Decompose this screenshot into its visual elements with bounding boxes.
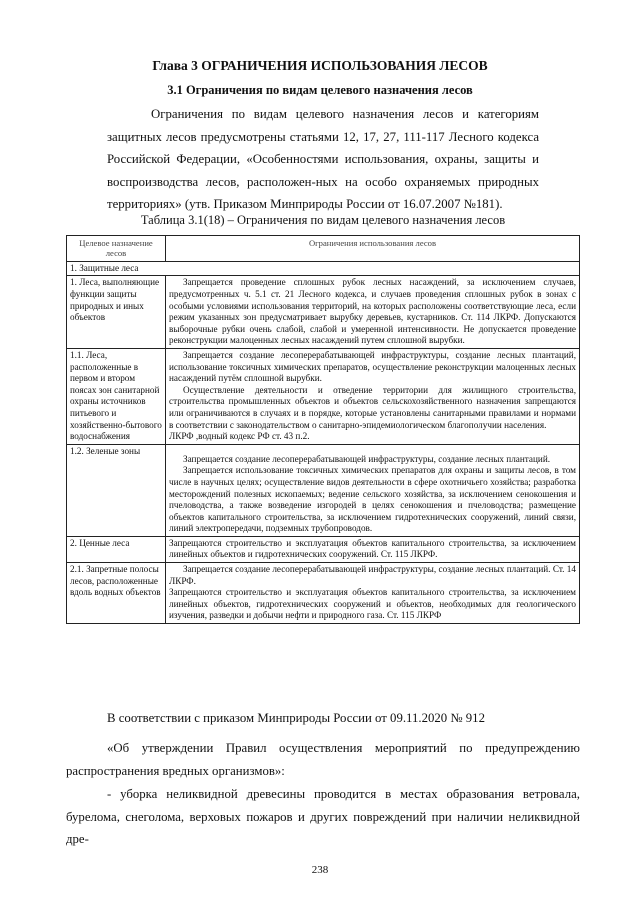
restriction-text: ЛКРФ ,водный кодекс РФ ст. 43 п.2. — [169, 431, 310, 442]
row-purpose: 2.1. Запретные полосы лесов, расположенные вдоль водных объектов — [67, 563, 166, 624]
table-caption: Таблица 3.1(18) – Ограничения по видам целевого назначения лесов — [140, 213, 506, 227]
table-group-row — [67, 261, 580, 276]
header-restrictions: Ограничения использования лесов — [166, 236, 580, 262]
row-purpose: 1. Леса, выполняющие функции защиты природных и иных объектов — [67, 276, 166, 349]
restriction-text: Запрещается проведение сплошных рубок лесных насаждений, за исключением случаев, предусмотренных ч. 5.1 ст. 21 Лесного кодекса, и случаев проведения сплошных рубок в зонах с особыми условиями использования территорий, на которых расположены соответствующие леса, если режим указанных зон предусматривает вырубку деревьев, кустарников. Ст. 114 ЛКРФ. Допускаются выборочные рубки очень слабой, слабой и умеренной интенсивности. Не допускается проведение реконструкции малоценных лесных насаждений путем сплошной вырубки. — [169, 277, 576, 346]
restriction-text: Запрещается использование токсичных химических препаратов для охраны и защиты лесов, в том числе в научных целях; осуществление видов деятельности в сфере охотничьего хозяйства; разработка месторождений полезных ископаемых; ведение сельского хозяйства, за исключением сенокошения и пчеловодства, а также возведение изгородей в целях сенокошения и пчеловодства; размещение объектов капитального строительства, за исключением гидротехнических сооружений, линий связи, линий электропередачи, подземных трубопроводов. — [169, 465, 576, 534]
item-paragraph — [66, 783, 580, 851]
rules-paragraph — [66, 737, 580, 782]
restrictions-table — [66, 235, 580, 624]
row-restrictions — [166, 536, 580, 562]
row-purpose: 2. Ценные леса — [67, 536, 166, 562]
cell-spacer — [169, 446, 576, 454]
chapter-title: Глава 3 ОГРАНИЧЕНИЯ ИСПОЛЬЗОВАНИЯ ЛЕСОВ — [152, 58, 488, 73]
order-paragraph: В соответствии с приказом Минприроды России от 09.11.2020 № 912 — [107, 711, 485, 725]
table-header-row — [67, 236, 580, 262]
header-purpose: Целевое назначение лесов — [67, 236, 166, 262]
intro-paragraph — [107, 103, 539, 216]
row-restrictions — [166, 563, 580, 624]
page-number: 238 — [311, 864, 329, 876]
table-row — [67, 276, 580, 349]
table-row — [67, 536, 580, 562]
restriction-text: Запрещаются строительство и эксплуатация объектов капитального строительства, за исключением линейных объектов и гидротехнических сооружений. Ст. 115 ЛКРФ. — [169, 537, 576, 560]
intro-paragraph-text: Ограничения по видам целевого назначения лесов и категориям защитных лесов предусмотрены статьями 12, 17, 27, 111-117 Лесного кодекса Российской Федерации, «Особенностями использования, охраны, защиты и воспроизводства лесов, расположен-ных на особо охраняемых природных территориях» (утв. Приказом Минприроды России от 16.07.2007 №181). — [107, 107, 539, 211]
table-row — [67, 444, 580, 536]
rules-paragraph-text: «Об утверждении Правил осуществления мероприятий по предупреждению распространения вредных организмов»: — [66, 741, 580, 778]
row-purpose: 1.2. Зеленые зоны — [67, 444, 166, 536]
row-restrictions — [166, 348, 580, 444]
row-restrictions — [166, 276, 580, 349]
row-restrictions — [166, 444, 580, 536]
restriction-text: Запрещается создание лесоперерабатывающей инфраструктуры, создание лесных плантаций. Ст. 14 ЛКРФ. — [169, 564, 576, 586]
table-row — [67, 563, 580, 624]
restriction-text: Запрещается создание лесоперерабатывающей инфраструктуры, создание лесных плантаций, использование токсичных химических препаратов, осуществление реконструкции малоценных лесных насаждений путём сплошной вырубки. — [169, 349, 576, 384]
item-paragraph-text: - уборка неликвидной древесины проводится в местах образования ветровала, бурелома, снеголома, верховых пожаров и других повреждений при наличии неликвидной дре- — [66, 787, 580, 846]
section-title: 3.1 Ограничения по видам целевого назначения лесов — [167, 83, 473, 97]
row-purpose: 1.1. Леса, расположенные в первом и втором поясах зон санитарной охраны источников питьевого и хозяйственно-бытового водоснабжения — [67, 348, 166, 444]
group-protective: 1. Защитные леса — [67, 261, 580, 276]
restriction-text: Осуществление деятельности и отведение территории для жилищного строительства, строительства промышленных объектов и объектов сельскохозяйственного назначения запрещаются или ограничиваются в случаях и в порядке, которые установлены санитарными правилами и нормами в соответствии с законодательством о санитарно-эпидемиологическом благополучии населения. — [169, 384, 576, 430]
restriction-text: Запрещается создание лесоперерабатывающей инфраструктуры, создание лесных плантаций. — [183, 453, 551, 464]
restriction-text: Запрещаются строительство и эксплуатация объектов капитального строительства, за исключением линейных объектов, гидротехнических сооружений и объектов, необходимых для геологического изучения, разведки и добычи нефти и природного газа. Ст. 115 ЛКРФ — [169, 587, 576, 621]
table-row — [67, 348, 580, 444]
